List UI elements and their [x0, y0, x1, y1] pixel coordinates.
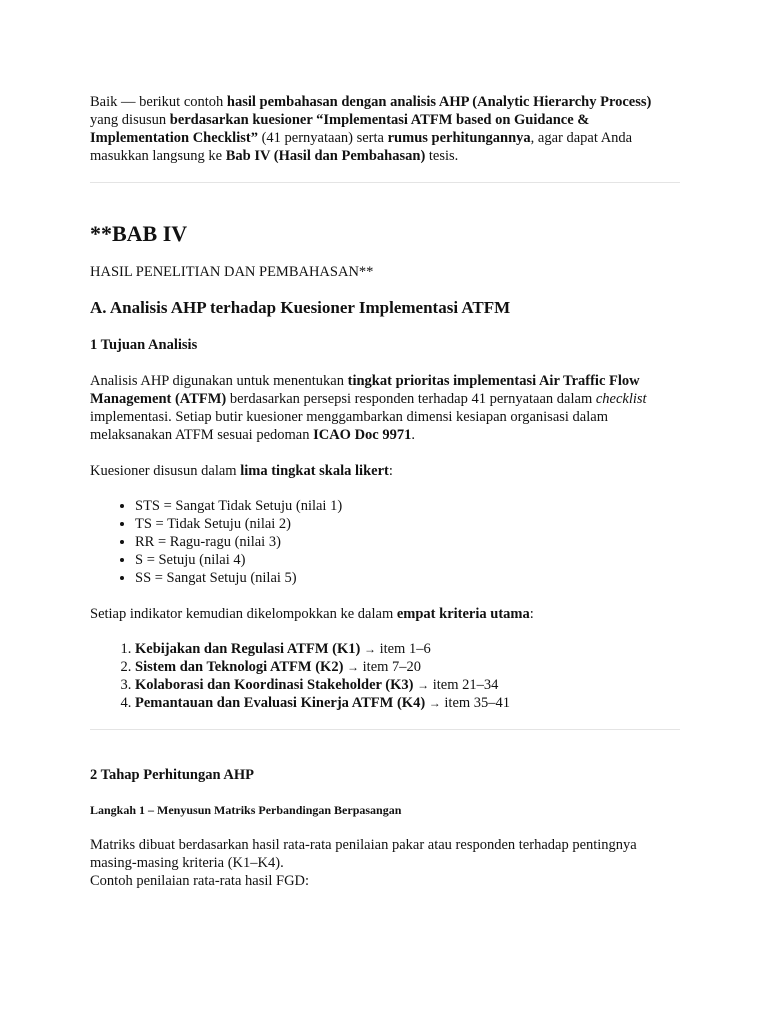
section-a-heading: A. Analisis AHP terhadap Kuesioner Implementasi ATFM: [90, 298, 511, 317]
matriks-paragraph: Matriks dibuat berdasarkan hasil rata-rata penilaian pakar atau responden terhadap pentingnya masing-masing kriteria (K1–K4). Contoh penilaian rata-rata hasil FGD:: [90, 837, 637, 889]
langkah-1-heading: Langkah 1 – Menyusun Matriks Perbandingan Berpasangan: [90, 803, 402, 817]
likert-intro-paragraph: Kuesioner disusun dalam lima tingkat skala likert:: [90, 463, 393, 479]
intro-paragraph: Baik — berikut contoh hasil pembahasan dengan analisis AHP (Analytic Hierarchy Process) yang disusun berdasarkan kuesioner “Implementasi ATFM based on Guidance & Implementation Checklist” (41 pernyataan) serta rumus perhitungannya, agar dapat Anda masukkan langsung ke Bab IV (Hasil dan Pembahasan) tesis.: [90, 94, 652, 164]
arrow-right-icon: →: [347, 660, 360, 674]
kriteria-intro-paragraph: Setiap indikator kemudian dikelompokkan ke dalam empat kriteria utama:: [90, 606, 534, 622]
arrow-right-icon: →: [428, 696, 441, 710]
arrow-right-icon: →: [417, 678, 430, 692]
tujuan-paragraph: Analisis AHP digunakan untuk menentukan tingkat prioritas implementasi Air Traffic Flow Management (ATFM) berdasarkan persepsi responden terhadap 41 pernyataan dalam checklist implementasi. Setiap butir kuesioner menggambarkan dimensi kesiapan organisasi dalam melaksanakan ATFM sesuai pedoman ICAO Doc 9971.: [90, 373, 647, 443]
subsection-1-heading: 1 Tujuan Analisis: [90, 337, 198, 353]
list-item: • SS = Sangat Setuju (nilai 5): [135, 569, 680, 587]
list-item: 1. Kebijakan dan Regulasi ATFM (K1) → item 1–6: [135, 640, 680, 658]
likert-scale-list: [90, 497, 680, 587]
kriteria-list: [90, 640, 680, 712]
list-item: • TS = Tidak Setuju (nilai 2): [135, 515, 680, 533]
chapter-heading: **BAB IV: [90, 221, 188, 246]
chapter-subtitle: HASIL PENELITIAN DAN PEMBAHASAN**: [90, 264, 374, 280]
arrow-right-icon: →: [363, 642, 376, 656]
list-item: 4. Pemantauan dan Evaluasi Kinerja ATFM (K4) → item 35–41: [135, 694, 680, 712]
section-divider: [90, 729, 680, 730]
list-item: 2. Sistem dan Teknologi ATFM (K2) → item 7–20: [135, 658, 680, 676]
subsection-2-heading: 2 Tahap Perhitungan AHP: [90, 767, 254, 783]
list-item: 3. Kolaborasi dan Koordinasi Stakeholder (K3) → item 21–34: [135, 676, 680, 694]
section-divider: [90, 182, 680, 183]
document-page: [90, 93, 680, 890]
list-item: • STS = Sangat Tidak Setuju (nilai 1): [135, 497, 680, 515]
list-item: • S = Setuju (nilai 4): [135, 551, 680, 569]
list-item: • RR = Ragu-ragu (nilai 3): [135, 533, 680, 551]
